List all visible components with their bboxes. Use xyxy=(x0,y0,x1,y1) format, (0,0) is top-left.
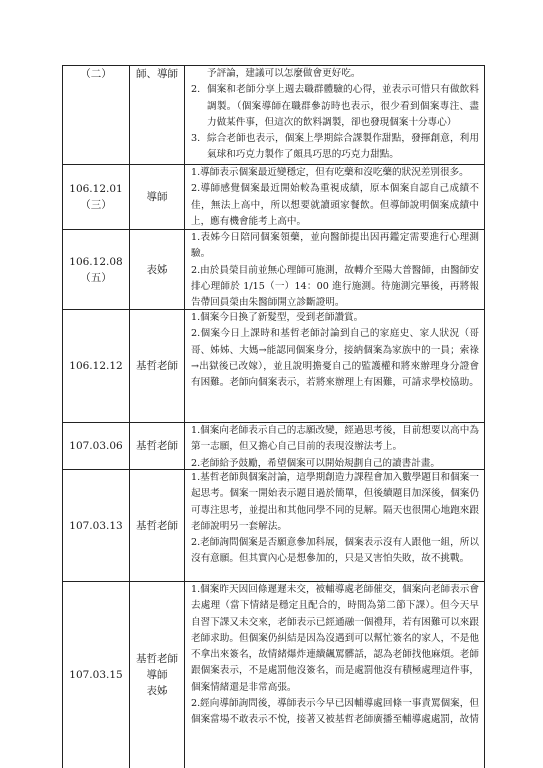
person-cell xyxy=(130,165,185,230)
person-cell xyxy=(130,66,185,165)
content-item: 2.老師詢問個案是否願意參加科展，個案表示沒有人跟他一組，所以沒有意願。但其實內心是想參加的，只是又害怕失敗，故不挑戰。 xyxy=(191,537,479,565)
content-item: 1.個案昨天因回條遲遲未交，被輔導處老師催交，個案向老師表示會去處理（當下情緒是穩定且配合的，時間為第二節下課）。但今天早自習下課又未交來，老師表示已經通融一個禮拜，若有困難可以來跟老師求助。但個案仍糾結是因為沒遇到可以幫忙簽名的家人，不是他不拿出來簽名，故情緒爆炸連續飆罵髒話，認為老師找他麻煩。老師跟個案表示，不是處罰他沒簽名，而是處罰他沒有積極處理這件事，個案情緒還是非常高張。 xyxy=(191,584,479,693)
date-line: 107.03.13 xyxy=(69,519,123,532)
content-item: 2.個案今日上課時和基哲老師討論到自己的家庭史、家人狀況（哥哥、姊姊、大媽→能認同個案身分，接納個案為家族中的一員；索祿→出獄後已改嫁），並且說明擔憂自己的監護權和將來辦理身分證會有困難。老師向個案表示，若將來辦理上有困難，可請求學校協助。 xyxy=(191,328,479,389)
content-item: 2.老師給予鼓勵，希望個案可以開始規劃自己的讀書計畫。 xyxy=(191,457,440,469)
content-cell xyxy=(185,310,485,423)
date-line: 107.03.06 xyxy=(69,440,123,452)
content-cell xyxy=(185,470,485,582)
item-text: 個案和老師分享上週去職群體驗的心得，並表示可惜只有做飲料調製。（個案導師在職群參訪時也表示，很少看到個案專注、盡力做某件事，但這次的飲料調製，卻也發現個案十分專心） xyxy=(207,84,479,128)
person-line: 表姊 xyxy=(146,685,168,697)
person-line: 基哲老師 xyxy=(136,440,178,452)
date-cell xyxy=(63,582,130,768)
person-line: 基哲老師 xyxy=(136,519,178,532)
person-cell xyxy=(130,230,185,310)
weekday-line: （五） xyxy=(80,271,112,284)
person-line: 導師 xyxy=(146,669,168,681)
weekday-line: （三） xyxy=(80,199,112,211)
record-table xyxy=(62,65,485,768)
content-item: 2.由於員榮目前並無心理師可施測，故轉介至陽大普醫師，由醫師安排心理師於 1/15（一）14：00 進行施測。待施測完畢後，再將報告帶回員榮由朱醫師開立診斷證明。 xyxy=(191,264,479,309)
date-line: 106.12.12 xyxy=(69,360,123,372)
person-cell xyxy=(130,470,185,582)
content-item: 1.個案今日換了新髮型，受到老師讚賞。 xyxy=(191,312,364,323)
content-item: 1.個案向老師表示自己的志願改變，經過思考後，目前想要以高中為第一志願，但又擔心自己目前的表現沒辦法考上。 xyxy=(191,425,479,453)
content-item xyxy=(191,82,479,131)
content-item: 1.基哲老師與個案討論，這學期創造力課程會加入數學題目和個案一起思考。個案一開始表示題目過於簡單，但後續題目加深後，個案仍可專注思考，並提出和其他同學不同的見解。隔天也很開心地跑來跟老師說明另一套解法。 xyxy=(191,472,479,532)
content-item: 予評論，建議可以怎麼做會更好吃。 xyxy=(207,68,361,79)
content-cell xyxy=(185,582,485,768)
content-item: 1.導師表示個案最近變穩定，但有吃藥和沒吃藥的狀況差別很多。 xyxy=(191,167,469,178)
content-cell xyxy=(185,230,485,310)
date-cell xyxy=(63,165,130,230)
person-cell xyxy=(130,310,185,423)
content-item: 2.經向導師詢問後，導師表示今早已因輔導處回條一事責罵個案，但個案當場不敢表示不悅，接著又被基哲老師廣播至輔導處處罰，故情 xyxy=(191,698,479,726)
content-cell xyxy=(185,66,485,165)
date-line: 107.03.15 xyxy=(69,669,123,681)
date-cell xyxy=(63,470,130,582)
item-text: 綜合老師也表示，個案上學期綜合課製作甜點，發揮創意，利用氣球和巧克力製作了頗具巧思的巧克力甜點。 xyxy=(207,133,479,161)
person-cell xyxy=(130,423,185,470)
date-cell xyxy=(63,230,130,310)
date-cell xyxy=(63,66,130,165)
date-cell xyxy=(63,310,130,423)
date-line: （二） xyxy=(80,68,112,80)
date-cell xyxy=(63,423,130,470)
person-line: 表姊 xyxy=(146,263,168,276)
date-line: 106.12.01 xyxy=(69,183,123,195)
item-number: 2. xyxy=(191,84,201,96)
person-line: 師、導師 xyxy=(136,68,178,80)
item-number: 3. xyxy=(191,133,201,145)
person-line: 導師 xyxy=(146,191,168,203)
date-line: 106.12.08 xyxy=(69,255,123,268)
content-item: 2.導師感覺個案最近開始較為重視成績，原本個案自認自己成績不佳，無法上高中，所以想要就讀頭家餐飲。但導師說明個案成績中上，應有機會能考上高中。 xyxy=(191,183,479,227)
content-cell xyxy=(185,165,485,230)
content-cell xyxy=(185,423,485,470)
person-line: 基哲老師 xyxy=(136,653,178,665)
person-cell xyxy=(130,582,185,768)
person-line: 基哲老師 xyxy=(136,360,178,372)
content-item: 1.表姊今日陪同個案領藥，並向醫師提出因再鑑定需要進行心理測驗。 xyxy=(191,232,479,260)
content-item xyxy=(191,131,479,164)
